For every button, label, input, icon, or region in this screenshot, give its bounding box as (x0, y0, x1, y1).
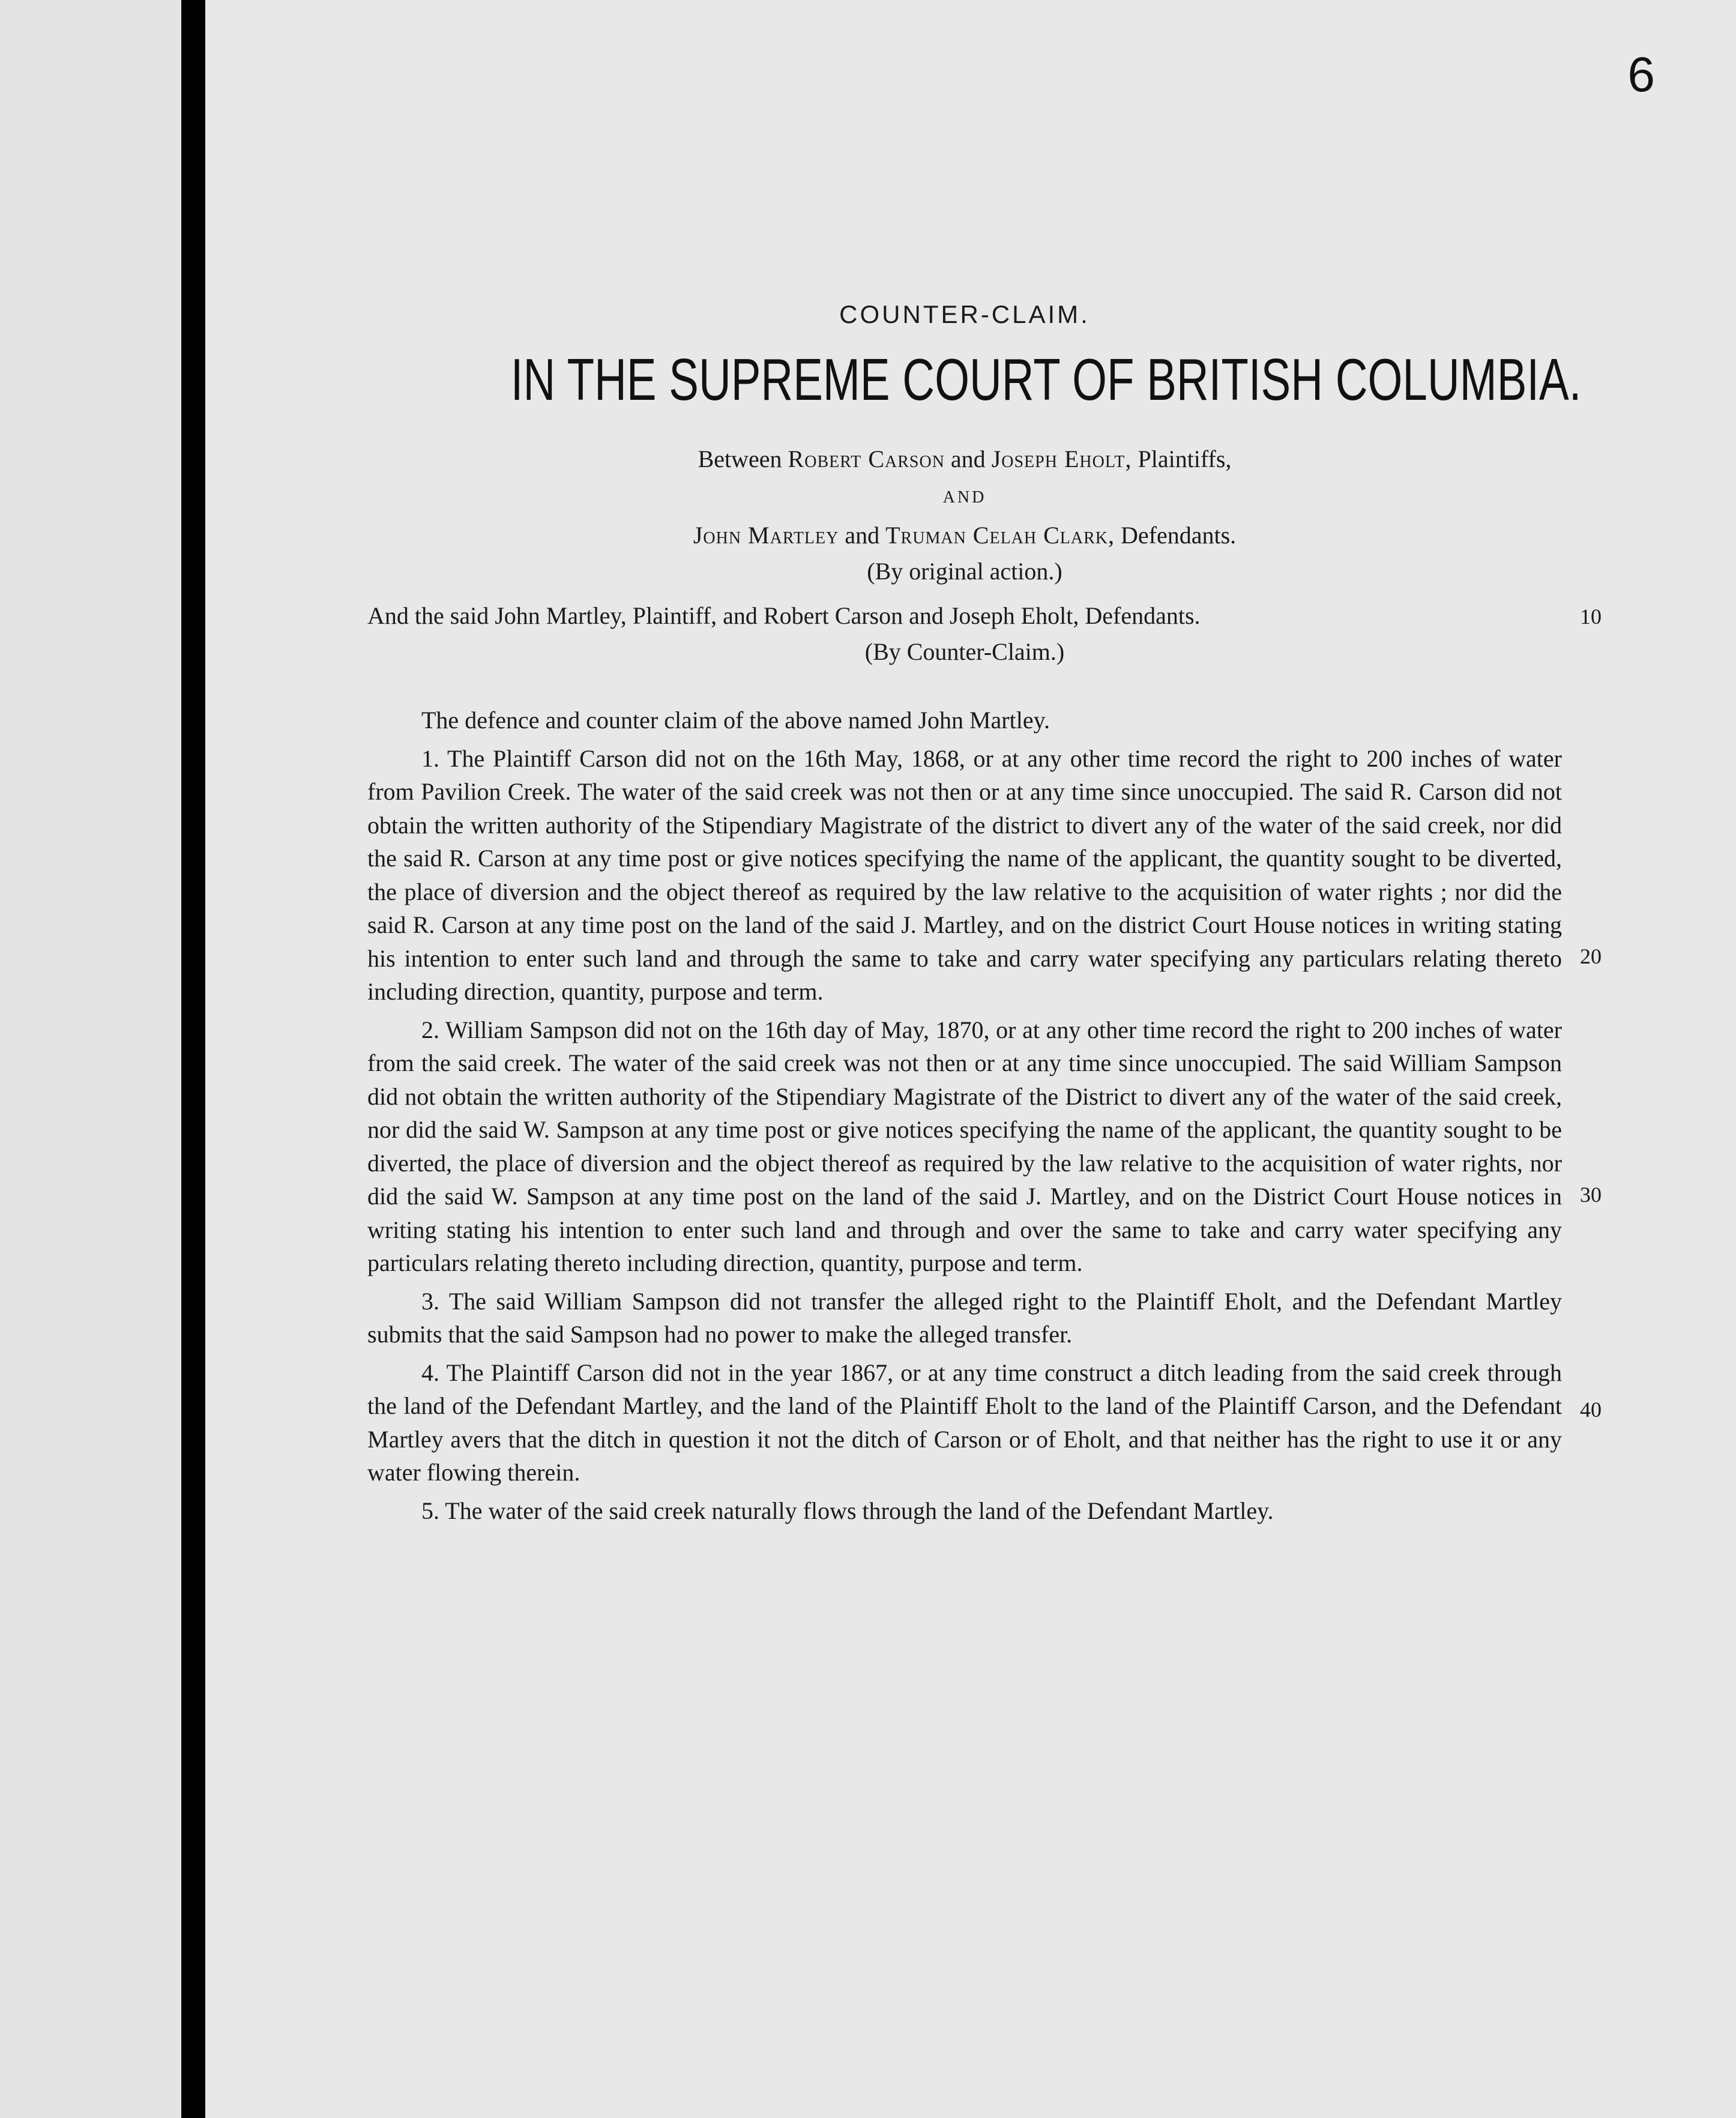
paragraph-number: 2. (421, 1016, 439, 1043)
paragraph-text: The Plaintiff Carson did not in the year 1867, or at any time construct a ditch leading from the said creek through the land of the Defendant Martley, and the land of the Plaintiff Eholt to the land of the Plaintiff Carson, and the Defendant Martley avers that the ditch in question it not the ditch of Carson or of Eholt, and that neither has the right to use it or any water flowing therein. (367, 1359, 1563, 1486)
plaintiffs-line (367, 442, 1562, 476)
paragraph-number: 5. (421, 1497, 439, 1524)
document-label: COUNTER-CLAIM. (839, 300, 1090, 328)
and-connector-1: and (950, 445, 986, 472)
claim-paragraph (367, 1013, 1602, 1280)
court-title: IN THE SUPREME COURT OF BRITISH COLUMBIA. (510, 346, 1582, 412)
claim-body (367, 704, 1602, 1527)
paragraph-number: 4. (421, 1359, 439, 1386)
and-separator: AND (942, 488, 987, 507)
page-content (367, 300, 1602, 1532)
margin-line-number: 20 (1580, 944, 1602, 968)
paragraph-text: The said William Sampson did not transfer the alleged right to the Plaintiff Eholt, and the Defendant Martley submits that the said Sampson had no power to make the alleged transfer. (367, 1287, 1562, 1348)
plaintiffs-suffix: Plaintiffs, (1138, 445, 1232, 472)
claim-paragraph (367, 1285, 1562, 1351)
counter-claim-note: (By Counter-Claim.) (864, 638, 1065, 666)
and-connector-2: and (845, 522, 880, 549)
margin-line-number: 30 (1580, 1182, 1602, 1207)
counter-claim-parties-text: And the said John Martley, Plaintiff, and Robert Carson and Joseph Eholt, Defendants. (367, 602, 1201, 630)
margin-line-number: 10 (1580, 605, 1602, 629)
facing-page (0, 0, 181, 2118)
document-page (205, 0, 1736, 2118)
counter-claim-parties (367, 599, 1602, 633)
between-prefix: Between (698, 445, 782, 472)
plaintiff-name-2: Joseph Eholt, (991, 445, 1132, 472)
page-number: 6 (1627, 47, 1655, 102)
paragraph-number: 1. (421, 744, 439, 772)
margin-line-number: 40 (1580, 1397, 1602, 1422)
intro-paragraph: The defence and counter claim of the above named John Martley. (421, 707, 1050, 734)
paragraph-text: William Sampson did not on the 16th day of May, 1870, or at any other time record the right to 200 inches of water from the said creek. The water of the said creek was not then or at any time since unoccupied. The said William Sampson did not obtain the written authority of the Stipendiary Magistrate of the District to divert any of the water of the said creek, nor did the said W. Sampson at any time post or give notices specifying the name of the applicant, the quantity sought to be diverted, the place of diversion and the object thereof as required by the law relative to the acquisition of water rights, nor did the said W. Sampson at any time post on the land of the said J. Martley, and on the District Court House notices in writing stating his intention to enter such land and through and over the same to take and carry water specifying any particulars relating thereto including direction, quantity, purpose and term. (367, 1016, 1563, 1277)
claim-paragraph (367, 1494, 1562, 1528)
claim-paragraph (367, 742, 1602, 1009)
book-spine (181, 0, 205, 2118)
paragraph-number: 3. (421, 1287, 439, 1315)
paragraph-text: The Plaintiff Carson did not on the 16th May, 1868, or at any other time record the right to 200 inches of water from Pavilion Creek. The water of the said creek was not then or at any time since unoccupied. The said R. Carson did not obtain the written authority of the Stipendiary Magistrate of the district to divert any of the water of the said creek, nor did the said R. Carson at any time post or give notices specifying the name of the applicant, the quantity sought to be diverted, the place of diversion and the object thereof as required by the law relative to the acquisition of water rights ; nor did the said R. Carson at any time post on the land of the said J. Martley, and on the district Court House notices in writing stating his intention to enter such land and through the same to take and carry water specifying any particulars relating thereto including direction, quantity, purpose and term. (367, 744, 1562, 1006)
original-action-note: (By original action.) (867, 558, 1062, 585)
defendants-line (367, 519, 1562, 552)
claim-paragraph (367, 1356, 1602, 1489)
plaintiff-name-1: Robert Carson (788, 445, 945, 472)
paragraph-text: The water of the said creek naturally flows through the land of the Defendant Martley. (445, 1497, 1274, 1524)
defendant-name-2: Truman Celah Clark, (885, 522, 1115, 549)
defendants-suffix: Defendants. (1121, 522, 1237, 549)
defendant-name-1: John Martley (693, 522, 839, 549)
